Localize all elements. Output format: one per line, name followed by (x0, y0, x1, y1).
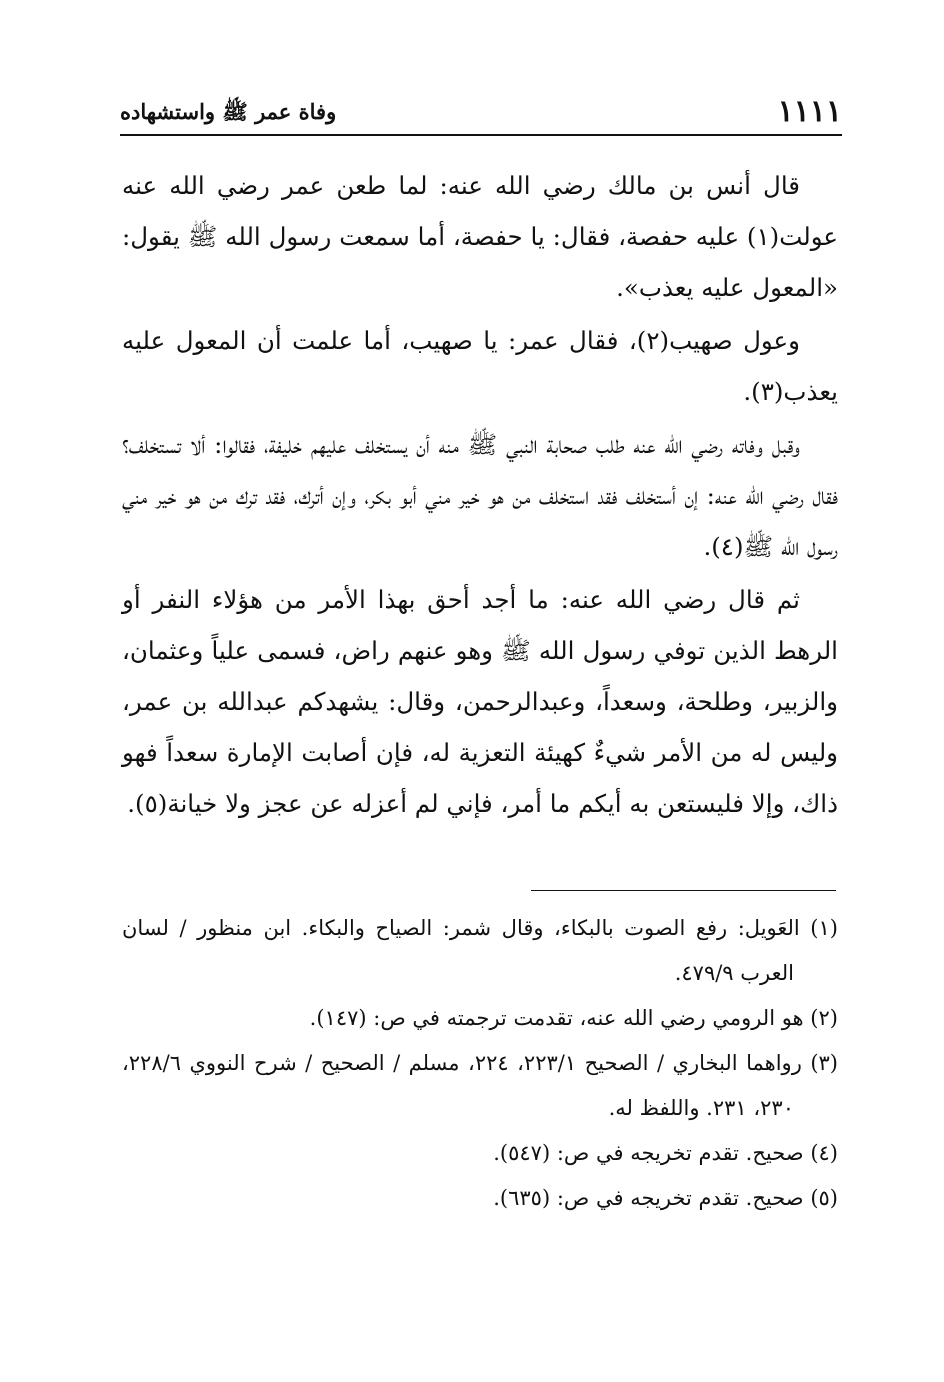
paragraph: ثم قال رضي الله عنه: ما أجد أحق بهذا الأمر من هؤلاء النفر أو الرهط الذين توفي رسول الله ﷺ وهو عنهم راض، فسمى علياً وعثمان، والزبير، وطلحة، وسعداً، وعبدالرحمن، وقال: يشهدكم عبدالله بن عمر، وليس له من الأمر شيءٌ كهيئة التعزية له، فإن أصابت الإمارة سعداً فهو ذاك، وإلا فليستعن به أيكم ما أمر، فإني لم أعزله عن عجز ولا خيانة(٥). (122, 585, 838, 818)
footnote: (٥) صحيح. تقدم تخريجه في ص: (٦٣٥). (493, 1186, 838, 1210)
running-title: وفاة عمر ﷺ واستشهاده (120, 99, 337, 124)
paragraph: وعول صهيب(٢)، فقال عمر: يا صهيب، أما علمت أن المعول عليه يعذب(٣). (122, 326, 838, 406)
footnote: (٢) هو الرومي رضي الله عنه، تقدمت ترجمته في ص: (١٤٧). (309, 1006, 838, 1030)
footnote-separator (531, 890, 836, 891)
footnote: (١) العَويل: رفع الصوت بالبكاء، وقال شمر: الصياح والبكاء. ابن منظور / لسان العرب ٤٧٩/٩. (122, 916, 838, 985)
main-text (122, 160, 838, 831)
page-number: ١١١١ (777, 94, 842, 129)
paragraph: قال أنس بن مالك رضي الله عنه: لما طعن عمر رضي الله عنه عولت(١) عليه حفصة، فقال: يا حفصة، أما سمعت رسول الله ﷺ يقول: «المعول عليه يعذب». (122, 171, 838, 302)
footnote: (٤) صحيح. تقدم تخريجه في ص: (٥٤٧). (493, 1141, 838, 1165)
footnote: (٣) رواهما البخاري / الصحيح ٢٢٣/١، ٢٢٤، مسلم / الصحيح / شرح النووي ٢٢٨/٦، ٢٣٠، ٢٣١. واللفظ له. (122, 1051, 838, 1120)
footnotes (122, 906, 838, 1221)
paragraph: وقبل وفاته رضي الله عنه طلب صحابة النبي ﷺ منه أن يستخلف عليهم خليفة، فقالوا: ألا تستخلف؟ فقال رضي الله عنه: إن أستخلف فقد استخلف من هو خير مني أبو بكر، وإن أترك، فقد ترك من هو خير مني رسول الله ﷺ(٤). (122, 430, 838, 561)
page-header (120, 90, 842, 136)
